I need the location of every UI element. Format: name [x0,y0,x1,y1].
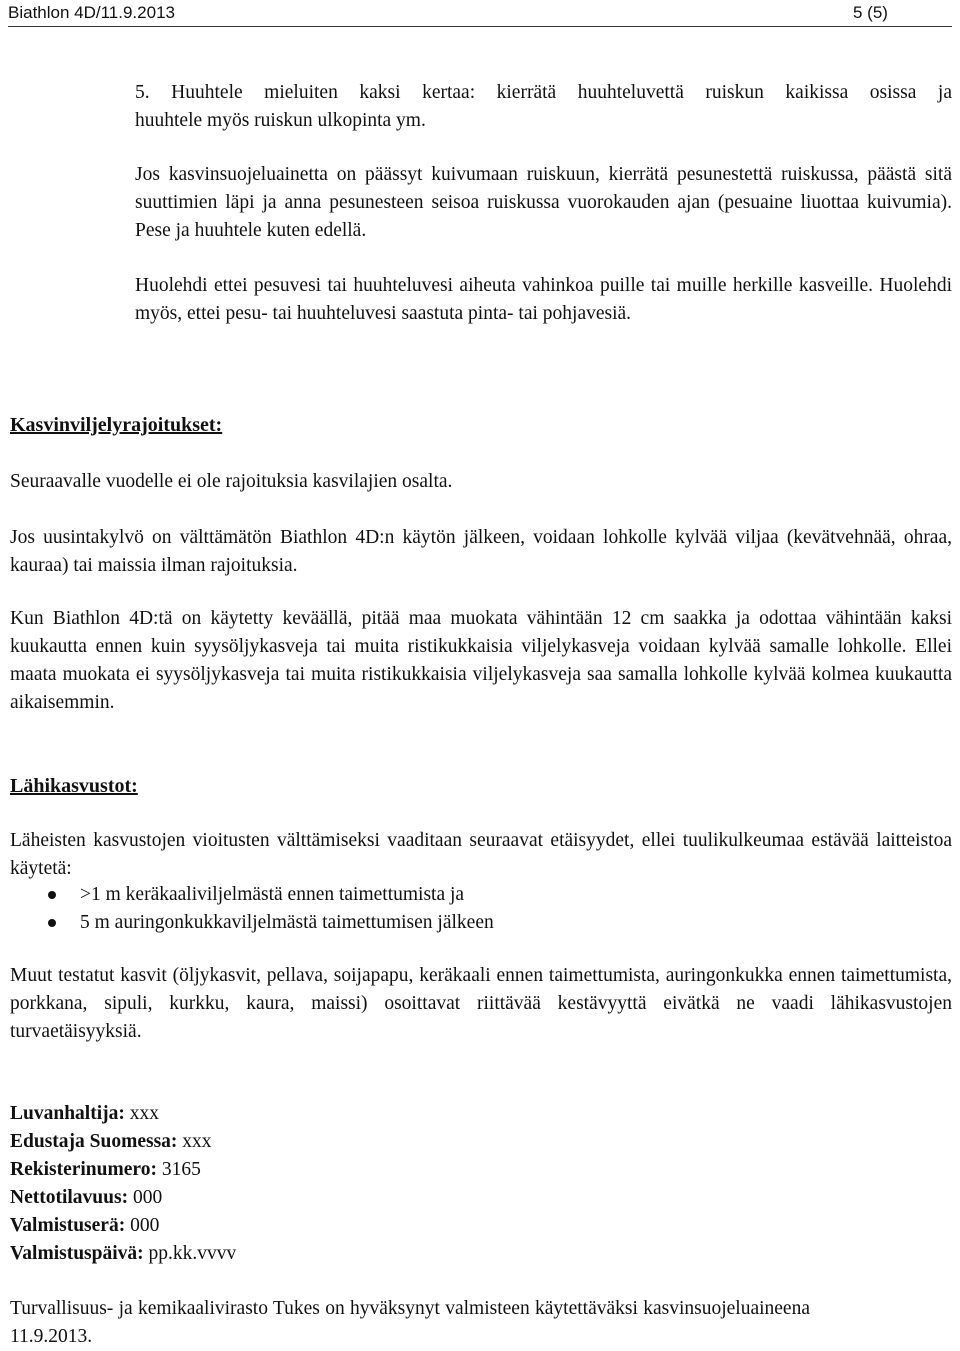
page-header [0,0,960,27]
info-registration-number: Rekisterinumero: 3165 [10,1159,201,1180]
distance-list [10,881,952,937]
dried-residue-paragraph: Jos kasvinsuojeluainetta on päässyt kuivumaan ruiskuun, kierrätä pesunestettä ruiskussa, päästä sitä suuttimien läpi ja anna pesunesteen seisoa ruiskussa vuorokauden ajan (pesuaine liuottaa kuivumia). Pese ja huuhtele kuten edellä. [135,164,952,241]
header-divider [8,26,952,27]
nearby-crops-heading: Lähikasvustot: [10,775,138,797]
list-item: 5 m auringonkukkaviljelmästä taimettumisen jälkeen [10,909,952,937]
step-5-line-1: 5. Huuhtele mieluiten kaksi kertaa: kierrätä huuhteluvettä ruiskun kaikissa osissa ja [135,82,952,103]
bullet-icon [48,891,56,899]
wash-water-paragraph: Huolehdi ettei pesuvesi tai huuhteluvesi aiheuta vahinkoa puille tai muille herkille kasveille. Huolehdi myös, ettei pesu- tai huuhteluvesi saastuta pinta- tai pohjavesiä. [135,275,952,324]
info-batch: Valmistuserä: 000 [10,1215,160,1236]
info-manufacture-date: Valmistuspäivä: pp.kk.vvvv [10,1243,237,1264]
distances-intro: Läheisten kasvustojen vioitusten välttämiseksi vaaditaan seuraavat etäisyydet, ellei tuulikulkeumaa estävää laitteistoa käytetä: [10,830,952,879]
bullet-icon [48,919,56,927]
info-holder: Luvanhaltija: xxx [10,1103,159,1124]
info-net-volume: Nettotilavuus: 000 [10,1187,163,1208]
resowing-paragraph: Jos uusintakylvö on välttämätön Biathlon 4D:n käytön jälkeen, voidaan lohkolle kylvää viljaa (kevätvehnää, ohraa, kauraa) tai maissia ilman rajoituksia. [10,527,952,576]
document-title: Biathlon 4D/11.9.2013 [8,3,175,22]
product-info-list [10,1100,236,1268]
step-5-line-2: huuhtele myös ruiskun ulkopinta ym. [135,110,426,131]
crop-restrictions-heading: Kasvinviljelyrajoitukset: [10,414,223,436]
info-representative: Edustaja Suomessa: xxx [10,1131,212,1152]
list-item: >1 m keräkaaliviljelmästä ennen taimettumista ja [10,881,952,909]
tested-crops-paragraph: Muut testatut kasvit (öljykasvit, pellava, soijapapu, keräkaali ennen taimettumista, auringonkukka ennen taimettumista, porkkana, sipuli, kurkku, kaura, maissi) osoittavat riittävää kestävyyttä eivätkä ne vaadi lähikasvustojen turvaetäisyyksiä. [10,965,952,1042]
spring-use-paragraph: Kun Biathlon 4D:tä on käytetty keväällä, pitää maa muokata vähintään 12 cm saakka ja odottaa vähintään kaksi kuukautta ennen kuin syysöljykasveja tai muita ristikukkaisia viljelykasveja voidaan kylvää samalle lohkolle. Ellei maata muokata ei syysöljykasveja tai muita ristikukkaisia viljelykasveja saa samalla lohkolle kylvää kolmea kuukautta aikaisemmin. [10,608,952,713]
page-number: 5 (5) [853,3,888,22]
approval-statement: Turvallisuus- ja kemikaalivirasto Tukes on hyväksynyt valmisteen käytettäväksi kasvinsuojeluaineena 11.9.2013. [10,1298,810,1347]
next-year-paragraph: Seuraavalle vuodelle ei ole rajoituksia kasvilajien osalta. [10,471,453,492]
